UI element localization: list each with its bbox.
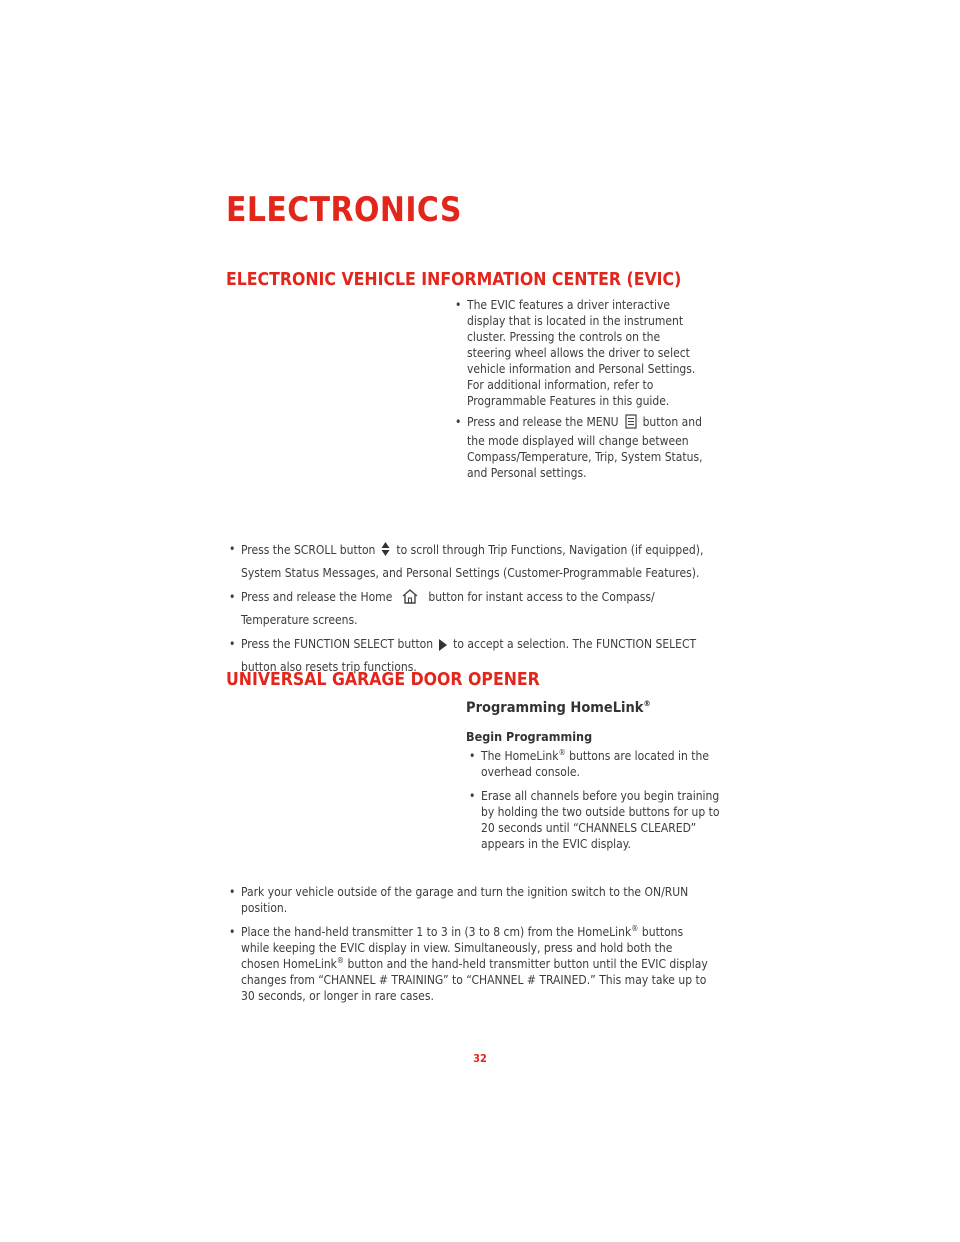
list-item: • Press and release the MENU button and the mode displayed will change between Compass/Temperature, Trip, System Status, and Personal settings. xyxy=(452,414,752,481)
homelink-subheading: Programming HomeLink® xyxy=(466,699,651,716)
evic-controls-list xyxy=(226,541,746,680)
evic-intro-list xyxy=(452,297,752,486)
scroll-arrows-icon xyxy=(381,541,390,561)
home-icon xyxy=(402,589,418,608)
homelink-intro-list xyxy=(466,748,766,857)
list-item: • Press and release the Home button for instant access to the Compass/ Temperature screens. xyxy=(226,589,746,628)
menu-icon xyxy=(625,414,637,433)
section-title: ELECTRONICS xyxy=(226,190,462,230)
play-arrow-icon xyxy=(439,639,447,655)
homelink-steps-list xyxy=(226,884,746,1009)
begin-programming-heading: Begin Programming xyxy=(466,729,593,744)
page-number: 32 xyxy=(473,1052,487,1065)
garage-heading: UNIVERSAL GARAGE DOOR OPENER xyxy=(226,670,540,690)
list-item: • Press the SCROLL button to scroll through Trip Functions, Navigation (if equipped), System Status Messages, and Personal Settings (Customer-Programmable Features). xyxy=(226,541,746,581)
evic-heading: ELECTRONIC VEHICLE INFORMATION CENTER (EVIC) xyxy=(226,270,682,290)
list-item: • The HomeLink® buttons are located in the overhead console. xyxy=(466,748,766,780)
list-item: • Erase all channels before you begin training by holding the two outside buttons for up to 20 seconds until “CHANNELS CLEARED” appears in the EVIC display. xyxy=(466,788,766,852)
list-item: • The EVIC features a driver interactive display that is located in the instrument cluster. Pressing the controls on the steering wheel allows the driver to select vehicle information and Personal Settings. For additional information, refer to Programmable Features in this guide. xyxy=(452,297,752,409)
list-item: • Press the FUNCTION SELECT button to accept a selection. The FUNCTION SELECT button also resets trip functions. xyxy=(226,636,746,675)
list-item: • Place the hand-held transmitter 1 to 3 in (3 to 8 cm) from the HomeLink® buttons while keeping the EVIC display in view. Simultaneously, press and hold both the chosen HomeLink® button and the hand-held transmitter button until the EVIC display changes from “CHANNEL # TRAINING” to “CHANNEL # TRAINED.” This may take up to 30 seconds, or longer in rare cases. xyxy=(226,924,746,1004)
list-item: • Park your vehicle outside of the garage and turn the ignition switch to the ON/RUN position. xyxy=(226,884,746,916)
